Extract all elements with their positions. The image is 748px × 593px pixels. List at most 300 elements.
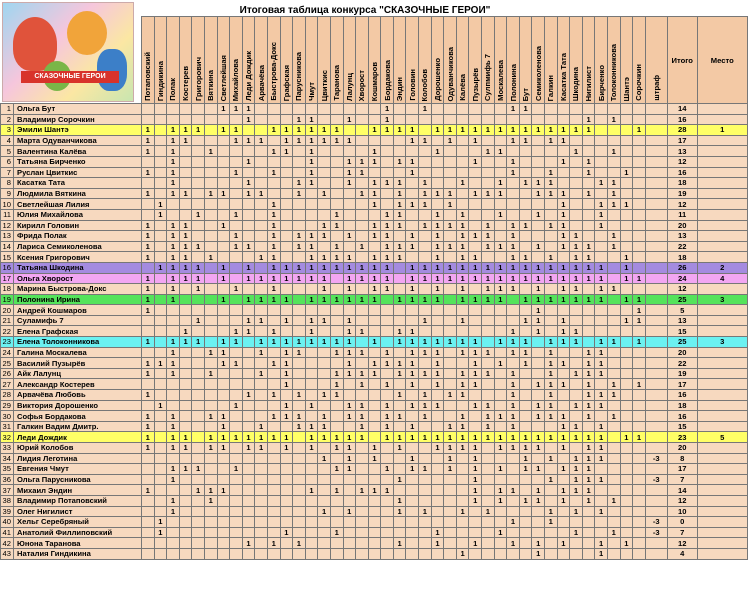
row-number: 19 (1, 294, 14, 305)
vote-cell: 1 (456, 411, 469, 422)
vote-cell (343, 390, 356, 401)
vote-cell (267, 368, 280, 379)
vote-cell: 1 (217, 188, 230, 199)
vote-cell: 1 (343, 400, 356, 411)
vote-cell (154, 178, 167, 189)
vote-cell (356, 517, 369, 528)
vote-cell: 1 (469, 188, 482, 199)
vote-cell (318, 474, 331, 485)
row-number: 25 (1, 358, 14, 369)
vote-cell (456, 188, 469, 199)
vote-cell (217, 379, 230, 390)
vote-cell: 1 (456, 178, 469, 189)
vote-cell: 1 (582, 262, 595, 273)
penalty-cell (645, 506, 667, 517)
vote-cell: 1 (469, 474, 482, 485)
vote-cell (607, 474, 620, 485)
vote-cell (431, 315, 444, 326)
participant-name: Евгения Чмут (14, 464, 142, 475)
vote-cell: 1 (368, 485, 381, 496)
vote-cell (280, 167, 293, 178)
penalty-cell (645, 209, 667, 220)
column-header-label: Костерев (181, 66, 191, 101)
place-cell (697, 400, 747, 411)
vote-cell (368, 411, 381, 422)
vote-cell: 1 (456, 347, 469, 358)
vote-cell: 1 (368, 188, 381, 199)
vote-cell: 1 (545, 294, 558, 305)
vote-cell: 1 (444, 464, 457, 475)
vote-cell: 1 (381, 252, 394, 263)
vote-cell: 1 (456, 125, 469, 136)
participant-name: Полонина Ирина (14, 294, 142, 305)
vote-cell: 1 (230, 284, 243, 295)
vote-cell: 1 (267, 273, 280, 284)
vote-cell (393, 517, 406, 528)
vote-cell: 1 (494, 209, 507, 220)
vote-cell (356, 209, 369, 220)
vote-cell: 1 (330, 241, 343, 252)
vote-cell: 1 (633, 305, 646, 316)
vote-cell (620, 443, 633, 454)
vote-cell: 1 (204, 146, 217, 157)
vote-cell (494, 368, 507, 379)
row-number: 28 (1, 390, 14, 401)
vote-cell: 1 (607, 231, 620, 242)
vote-cell: 1 (318, 252, 331, 263)
vote-cell: 1 (167, 178, 180, 189)
participant-name: Галина Москалева (14, 347, 142, 358)
column-header-label: Колобов (420, 68, 430, 101)
vote-cell (507, 305, 520, 316)
vote-cell (381, 506, 394, 517)
vote-cell (343, 209, 356, 220)
row-number: 14 (1, 241, 14, 252)
vote-cell (368, 538, 381, 549)
place-cell: 3 (697, 294, 747, 305)
vote-cell: 1 (570, 231, 583, 242)
vote-cell (532, 368, 545, 379)
vote-cell (507, 146, 520, 157)
vote-cell: 1 (406, 284, 419, 295)
vote-cell: 1 (570, 485, 583, 496)
row-number: 15 (1, 252, 14, 263)
vote-cell: 1 (557, 220, 570, 231)
vote-cell (570, 167, 583, 178)
vote-cell (142, 538, 155, 549)
vote-cell (330, 114, 343, 125)
vote-cell (255, 125, 268, 136)
vote-cell: 1 (431, 262, 444, 273)
vote-cell: 1 (456, 209, 469, 220)
vote-cell: 1 (532, 209, 545, 220)
vote-cell (633, 421, 646, 432)
vote-cell (620, 209, 633, 220)
vote-cell: 1 (142, 125, 155, 136)
vote-cell: 1 (280, 337, 293, 348)
vote-cell: 1 (217, 262, 230, 273)
vote-cell (570, 538, 583, 549)
logo-banner: СКАЗОЧНЫЕ ГЕРОИ (21, 71, 119, 83)
vote-cell (469, 315, 482, 326)
vote-cell (356, 125, 369, 136)
vote-cell (217, 178, 230, 189)
vote-cell: 1 (343, 464, 356, 475)
vote-cell (507, 453, 520, 464)
vote-cell (267, 400, 280, 411)
vote-cell (419, 156, 432, 167)
vote-cell (444, 305, 457, 316)
vote-cell (444, 485, 457, 496)
vote-cell: 1 (607, 379, 620, 390)
vote-cell (406, 443, 419, 454)
vote-cell: 1 (217, 443, 230, 454)
vote-cell: 1 (469, 135, 482, 146)
vote-cell (318, 538, 331, 549)
vote-cell: 1 (280, 262, 293, 273)
vote-cell (444, 209, 457, 220)
vote-cell: 1 (255, 135, 268, 146)
vote-cell (167, 315, 180, 326)
vote-cell: 1 (545, 337, 558, 348)
vote-cell: 1 (557, 315, 570, 326)
vote-cell: 1 (330, 485, 343, 496)
vote-cell: 1 (431, 273, 444, 284)
vote-cell: 1 (167, 411, 180, 422)
vote-cell (595, 188, 608, 199)
vote-cell: 1 (255, 432, 268, 443)
vote-cell (620, 517, 633, 528)
vote-cell (482, 495, 495, 506)
vote-cell (318, 527, 331, 538)
vote-cell (570, 411, 583, 422)
vote-cell: 1 (557, 294, 570, 305)
vote-cell (507, 358, 520, 369)
vote-cell (293, 474, 306, 485)
vote-cell: 1 (507, 326, 520, 337)
vote-cell (305, 209, 318, 220)
vote-cell (293, 315, 306, 326)
vote-cell: 1 (343, 167, 356, 178)
vote-cell (167, 548, 180, 559)
participant-name: Леди Дождик (14, 432, 142, 443)
vote-cell: 1 (545, 506, 558, 517)
vote-cell (507, 199, 520, 210)
vote-cell: 1 (406, 432, 419, 443)
vote-cell: 1 (381, 400, 394, 411)
participant-name: Марина Быстрова-Докс (14, 284, 142, 295)
vote-cell: 1 (557, 432, 570, 443)
column-header-label: Сулпмифь 7 (483, 54, 493, 101)
vote-cell: 1 (532, 379, 545, 390)
table-row (1, 178, 748, 189)
vote-cell (482, 114, 495, 125)
column-header (633, 17, 646, 104)
vote-cell: 1 (393, 432, 406, 443)
vote-cell (595, 241, 608, 252)
vote-cell (469, 167, 482, 178)
vote-cell (356, 315, 369, 326)
vote-cell (444, 178, 457, 189)
vote-cell (456, 104, 469, 115)
vote-cell: 1 (532, 284, 545, 295)
vote-cell: 1 (570, 125, 583, 136)
total-cell: 20 (667, 443, 697, 454)
vote-cell (381, 368, 394, 379)
vote-cell (204, 326, 217, 337)
vote-cell: 1 (393, 156, 406, 167)
vote-cell (633, 220, 646, 231)
total-header (667, 17, 697, 104)
vote-cell (557, 527, 570, 538)
vote-cell (204, 305, 217, 316)
vote-cell (494, 114, 507, 125)
vote-cell: 1 (381, 241, 394, 252)
penalty-cell (645, 485, 667, 496)
vote-cell: 1 (456, 315, 469, 326)
vote-cell (620, 231, 633, 242)
row-number: 27 (1, 379, 14, 390)
vote-cell: 1 (456, 252, 469, 263)
vote-cell (192, 390, 205, 401)
vote-cell (217, 209, 230, 220)
total-cell: 12 (667, 156, 697, 167)
vote-cell: 1 (393, 474, 406, 485)
vote-cell: 1 (217, 421, 230, 432)
vote-cell (368, 548, 381, 559)
vote-cell (469, 390, 482, 401)
vote-cell (280, 506, 293, 517)
vote-cell (267, 453, 280, 464)
penalty-cell (645, 421, 667, 432)
vote-cell (582, 421, 595, 432)
vote-cell: 1 (532, 400, 545, 411)
vote-cell: 1 (343, 284, 356, 295)
vote-cell: 1 (142, 188, 155, 199)
vote-cell: 1 (356, 411, 369, 422)
place-header (697, 17, 747, 104)
place-cell (697, 453, 747, 464)
vote-cell (456, 167, 469, 178)
vote-cell: 1 (507, 347, 520, 358)
vote-cell (154, 548, 167, 559)
vote-cell: 1 (393, 358, 406, 369)
vote-cell (519, 167, 532, 178)
vote-cell: 1 (570, 474, 583, 485)
vote-cell: 1 (582, 485, 595, 496)
penalty-cell (645, 379, 667, 390)
vote-cell (620, 305, 633, 316)
vote-cell (179, 495, 192, 506)
vote-cell: 1 (343, 368, 356, 379)
vote-cell: 1 (318, 337, 331, 348)
vote-cell: 1 (482, 421, 495, 432)
vote-cell: 1 (343, 294, 356, 305)
vote-cell (179, 294, 192, 305)
vote-cell (633, 178, 646, 189)
table-row (1, 527, 748, 538)
vote-cell (217, 517, 230, 528)
vote-cell (582, 199, 595, 210)
vote-cell: 1 (280, 146, 293, 157)
vote-cell (280, 156, 293, 167)
vote-cell (343, 495, 356, 506)
vote-cell: 1 (368, 294, 381, 305)
vote-cell (293, 495, 306, 506)
vote-cell: 1 (431, 125, 444, 136)
vote-cell (381, 188, 394, 199)
vote-cell (607, 135, 620, 146)
column-header (482, 17, 495, 104)
penalty-cell (645, 464, 667, 475)
vote-cell: 1 (381, 262, 394, 273)
vote-cell: 1 (482, 146, 495, 157)
vote-cell (280, 188, 293, 199)
vote-cell: 1 (305, 326, 318, 337)
row-number: 41 (1, 527, 14, 538)
vote-cell: 1 (356, 241, 369, 252)
vote-cell (368, 464, 381, 475)
vote-cell (557, 368, 570, 379)
vote-cell (154, 252, 167, 263)
vote-cell (356, 443, 369, 454)
vote-cell: 1 (419, 294, 432, 305)
vote-cell: 1 (217, 125, 230, 136)
vote-cell: 1 (557, 411, 570, 422)
total-cell: 12 (667, 284, 697, 295)
vote-cell (633, 146, 646, 157)
total-cell: 28 (667, 125, 697, 136)
vote-cell (519, 199, 532, 210)
vote-cell: 1 (532, 495, 545, 506)
vote-cell (431, 495, 444, 506)
vote-cell: 1 (469, 443, 482, 454)
vote-cell: 1 (204, 368, 217, 379)
vote-cell: 1 (217, 220, 230, 231)
vote-cell (167, 104, 180, 115)
vote-cell (318, 358, 331, 369)
vote-cell (154, 146, 167, 157)
vote-cell (494, 517, 507, 528)
vote-cell (142, 209, 155, 220)
vote-cell (192, 305, 205, 316)
vote-cell (519, 411, 532, 422)
vote-cell (620, 506, 633, 517)
vote-cell: 1 (532, 315, 545, 326)
vote-cell (318, 495, 331, 506)
place-cell (697, 315, 747, 326)
vote-cell: 1 (582, 294, 595, 305)
vote-cell: 1 (620, 432, 633, 443)
vote-cell: 1 (532, 294, 545, 305)
vote-cell (494, 548, 507, 559)
vote-cell (620, 347, 633, 358)
vote-cell: 1 (595, 538, 608, 549)
vote-cell: 1 (519, 252, 532, 263)
vote-cell (242, 527, 255, 538)
vote-cell (456, 485, 469, 496)
vote-cell (532, 517, 545, 528)
vote-cell: 1 (444, 125, 457, 136)
total-cell: 16 (667, 390, 697, 401)
vote-cell: 1 (179, 231, 192, 242)
column-header (620, 17, 633, 104)
vote-cell (482, 337, 495, 348)
vote-cell (419, 538, 432, 549)
vote-cell: 1 (545, 135, 558, 146)
vote-cell: 1 (431, 432, 444, 443)
vote-cell: 1 (381, 464, 394, 475)
vote-cell: 1 (557, 495, 570, 506)
vote-cell (582, 284, 595, 295)
vote-cell: 1 (444, 421, 457, 432)
vote-cell: 1 (519, 262, 532, 273)
vote-cell: 1 (507, 167, 520, 178)
participant-name: Василий Пузырёв (14, 358, 142, 369)
vote-cell (557, 146, 570, 157)
vote-cell (293, 464, 306, 475)
vote-cell (242, 284, 255, 295)
vote-cell (545, 315, 558, 326)
vote-cell (356, 453, 369, 464)
vote-cell (179, 347, 192, 358)
vote-cell: 1 (393, 506, 406, 517)
participant-name: Михаил Эндин (14, 485, 142, 496)
vote-cell: 1 (431, 400, 444, 411)
vote-cell (179, 104, 192, 115)
vote-cell: 1 (280, 125, 293, 136)
vote-cell: 1 (305, 156, 318, 167)
vote-cell (242, 495, 255, 506)
vote-cell (532, 220, 545, 231)
vote-cell (305, 305, 318, 316)
vote-cell: 1 (557, 538, 570, 549)
vote-cell (330, 231, 343, 242)
vote-cell (204, 390, 217, 401)
penalty-cell (645, 347, 667, 358)
vote-cell (267, 495, 280, 506)
vote-cell (356, 548, 369, 559)
column-header-label: Полак (168, 78, 178, 101)
column-header-label: Леди Дождик (244, 51, 254, 101)
vote-cell: 1 (507, 220, 520, 231)
vote-cell (230, 443, 243, 454)
vote-cell (633, 167, 646, 178)
vote-cell (142, 178, 155, 189)
vote-cell: 1 (419, 178, 432, 189)
vote-cell (217, 252, 230, 263)
vote-cell (633, 411, 646, 422)
vote-cell: 1 (293, 390, 306, 401)
vote-cell (142, 506, 155, 517)
vote-cell: 1 (570, 262, 583, 273)
column-header (607, 17, 620, 104)
vote-cell: 1 (595, 432, 608, 443)
vote-cell: 1 (255, 421, 268, 432)
vote-cell: 1 (494, 411, 507, 422)
vote-cell (142, 548, 155, 559)
vote-cell (305, 453, 318, 464)
vote-cell (192, 506, 205, 517)
vote-cell (179, 178, 192, 189)
vote-cell (570, 199, 583, 210)
column-header-label: Арвачёва (256, 64, 266, 101)
penalty-cell: -3 (645, 527, 667, 538)
vote-cell (519, 114, 532, 125)
vote-cell (595, 315, 608, 326)
vote-cell: 1 (419, 273, 432, 284)
vote-cell (192, 199, 205, 210)
